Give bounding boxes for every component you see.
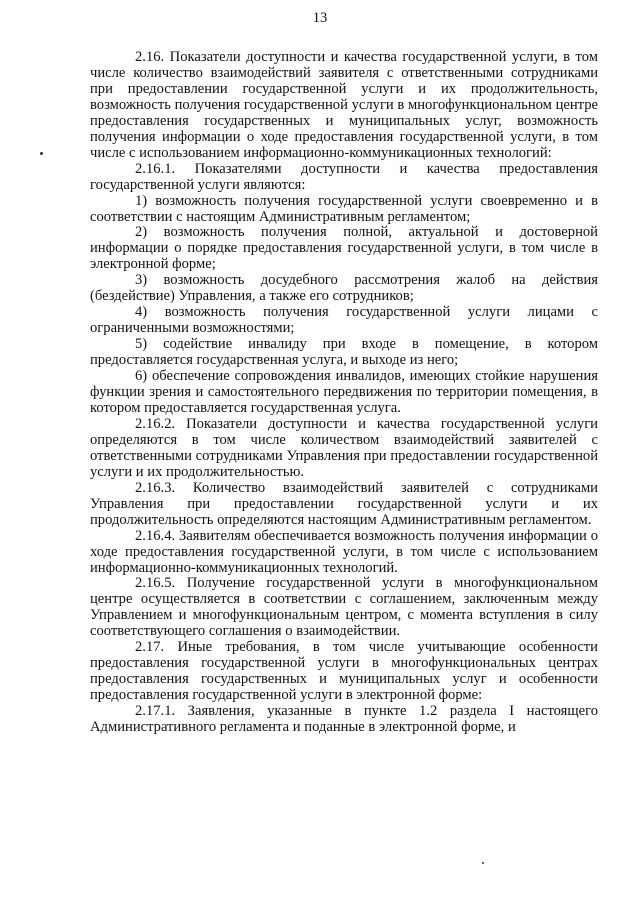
page-number: 13: [312, 10, 328, 26]
scan-speck: [482, 862, 484, 864]
paragraph-2-16: 2.16. Показатели доступности и качества государственной услуги, в том числе количество взаимодействий заявителя с ответственными сотрудниками при предоставлении государственной услуги и их продолжительность, возможность получения государственной услуги в многофункциональном центре предоставления государственных и муниципальных услуг, возможность получения информации о ходе предоставления государственной услуги, в том числе с использованием информационно-коммуникационных технологий:: [90, 49, 598, 161]
paragraph-2-17-1: 2.17.1. Заявления, указанные в пункте 1.2 раздела I настоящего Административного регламента и поданные в электронной форме, и: [90, 703, 598, 736]
list-item-3: 3) возможность досудебного рассмотрения жалоб на действия (бездействие) Управления, а также его сотрудников;: [90, 272, 598, 305]
paragraph-2-17: 2.17. Иные требования, в том числе учитывающие особенности предоставления государственной услуги в многофункциональных центрах предоставления государственных и муниципальных услуг и особенности предоставления государственной услуги в электронной форме:: [90, 639, 598, 704]
list-item-1: 1) возможность получения государственной услуги своевременно и в соответствии с настоящим Административным регламентом;: [90, 192, 598, 225]
list-item-2: 2) возможность получения полной, актуальной и достоверной информации о порядке предоставления государственной услуги, в том числе в электронной форме;: [90, 224, 598, 273]
list-item-5: 5) содействие инвалиду при входе в помещение, в котором предоставляется государственная услуга, и выходе из него;: [90, 336, 598, 369]
paragraph-2-16-3: 2.16.3. Количество взаимодействий заявителей с сотрудниками Управления при предоставлении государственной услуги и их продолжительность определяются настоящим Административным регламентом.: [90, 479, 598, 528]
paragraph-2-16-1: 2.16.1. Показателями доступности и качества предоставления государственной услуги являются:: [90, 160, 598, 193]
list-item-4: 4) возможность получения государственной услуги лицами с ограниченными возможностями;: [90, 304, 598, 337]
paragraph-2-16-4: 2.16.4. Заявителям обеспечивается возможность получения информации о ходе предоставления государственной услуги, в том числе с использованием информационно-коммуникационных технологий.: [90, 527, 598, 576]
document-body: [90, 50, 598, 736]
scan-speck: [40, 152, 43, 155]
list-item-6: 6) обеспечение сопровождения инвалидов, имеющих стойкие нарушения функции зрения и самостоятельного передвижения по территории помещения, в котором предоставляется государственная услуга.: [90, 368, 598, 416]
paragraph-2-16-2: 2.16.2. Показатели доступности и качества государственной услуги определяются в том числе количеством взаимодействий заявителей с ответственными сотрудниками Управления при предоставлении государственной услуги и их продолжительностью.: [90, 415, 598, 480]
paragraph-2-16-5: 2.16.5. Получение государственной услуги в многофункциональном центре осуществляется в соответствии с соглашением, заключенным между Управлением и многофункциональным центром, с момента вступления в силу соответствующего соглашения о взаимодействии.: [90, 575, 598, 640]
